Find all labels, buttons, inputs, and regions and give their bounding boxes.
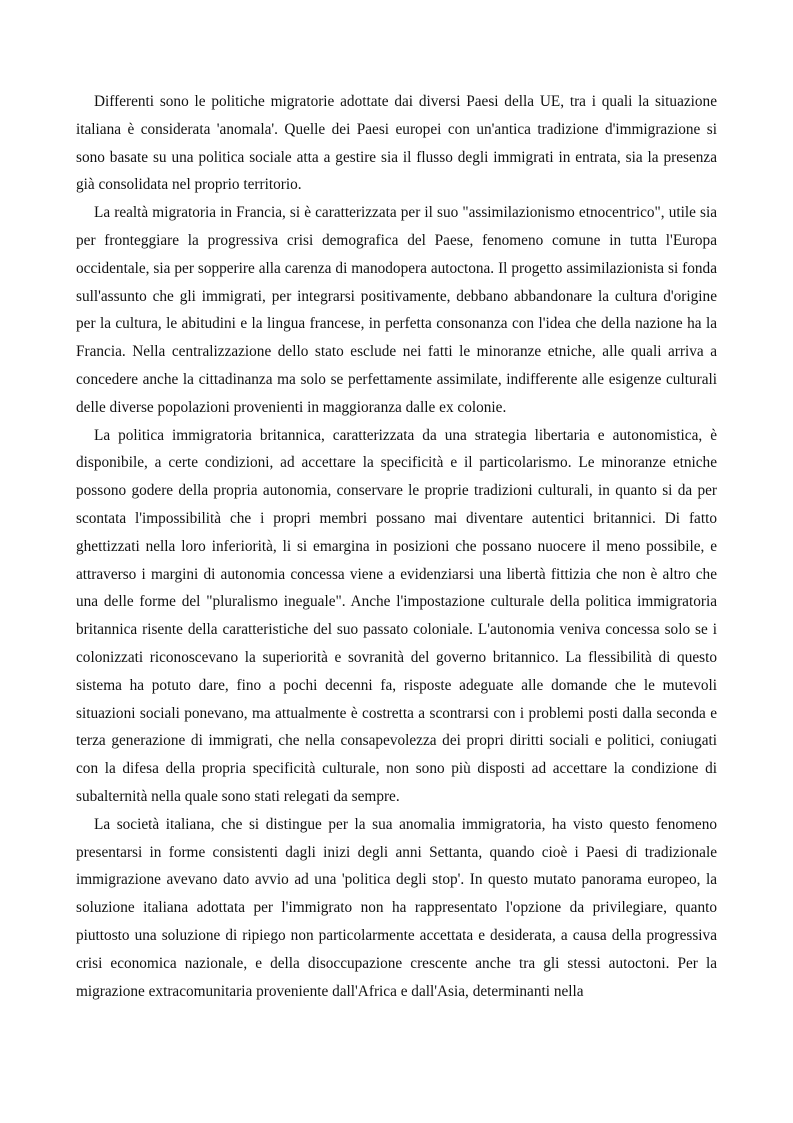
paragraph-eu-migration-policies: Differenti sono le politiche migratorie adottate dai diversi Paesi della UE, tra i quali la situazione italiana è considerata 'anomala'. Quelle dei Paesi europei con un'antica tradizione d'immigrazione si sono basate su una politica sociale atta a gestire sia il flusso degli immigrati in entrata, sia la presenza già consolidata nel proprio territorio. (76, 93, 717, 194)
paragraph-italy: La società italiana, che si distingue per la sua anomalia immigratoria, ha visto questo fenomeno presentarsi in forme consistenti dagli inizi degli anni Settanta, quando cioè i Paesi di tradizionale immigrazione avevano dato avvio ad una 'politica degli stop'. In questo mutato panorama europeo, la soluzione italiana adottata per l'immigrato non ha rappresentato l'opzione da privilegiare, quanto piuttosto una soluzione di ripiego non particolarmente accettata e desiderata, a causa della progressiva crisi economica nazionale, e della disoccupazione crescente anche tra gli stessi autoctoni. Per la migrazione extracomunitaria proveniente dall'Africa e dall'Asia, determinanti nella (76, 815, 717, 1000)
document-page (76, 88, 717, 1005)
paragraph-britain: La politica immigratoria britannica, caratterizzata da una strategia libertaria e autonomistica, è disponibile, a certe condizioni, ad accettare la specificità e il particolarismo. Le minoranze etniche possono godere della propria autonomia, conservare le proprie tradizioni culturali, in quanto si da per scontata l'impossibilità che i propri membri possano mai diventare autentici britannici. Di fatto ghettizzati nella loro inferiorità, li si emargina in posizioni che possano nuocere il meno possibile, e attraverso i margini di autonomia concessa viene a evidenziarsi una libertà fittizia che non è altro che una delle forme del "pluralismo ineguale". Anche l'impostazione culturale della politica immigratoria britannica risente della caratteristiche del suo passato coloniale. L'autonomia veniva concessa solo se i colonizzati riconoscevano la superiorità e sovranità del governo britannico. La flessibilità di questo sistema ha potuto dare, fino a pochi decenni fa, risposte adeguate alle domande che le mutevoli situazioni sociali ponevano, ma attualmente è costretta a scontrarsi con i problemi posti dalla seconda e terza generazione di immigrati, che nella consapevolezza dei propri diritti sociali e politici, coniugati con la difesa della propria specificità culturale, non sono più disposti ad accettare la condizione di subalternità nella quale sono stati relegati da sempre. (76, 426, 717, 805)
paragraph-france: La realtà migratoria in Francia, si è caratterizzata per il suo "assimilazionismo etnocentrico", utile sia per fronteggiare la progressiva crisi demografica del Paese, fenomeno comune in tutta l'Europa occidentale, sia per sopperire alla carenza di manodopera autoctona. Il progetto assimilazionista si fonda sull'assunto che gli immigrati, per integrarsi positivamente, debbano abbandonare la cultura d'origine per la cultura, le abitudini e la lingua francese, in perfetta consonanza con l'idea che della nazione ha la Francia. Nella centralizzazione dello stato esclude nei fatti le minoranze etniche, alle quali arriva a concedere anche la cittadinanza ma solo se perfettamente assimilate, indifferente alle esigenze culturali delle diverse popolazioni provenienti in maggioranza dalle ex colonie. (76, 204, 717, 416)
